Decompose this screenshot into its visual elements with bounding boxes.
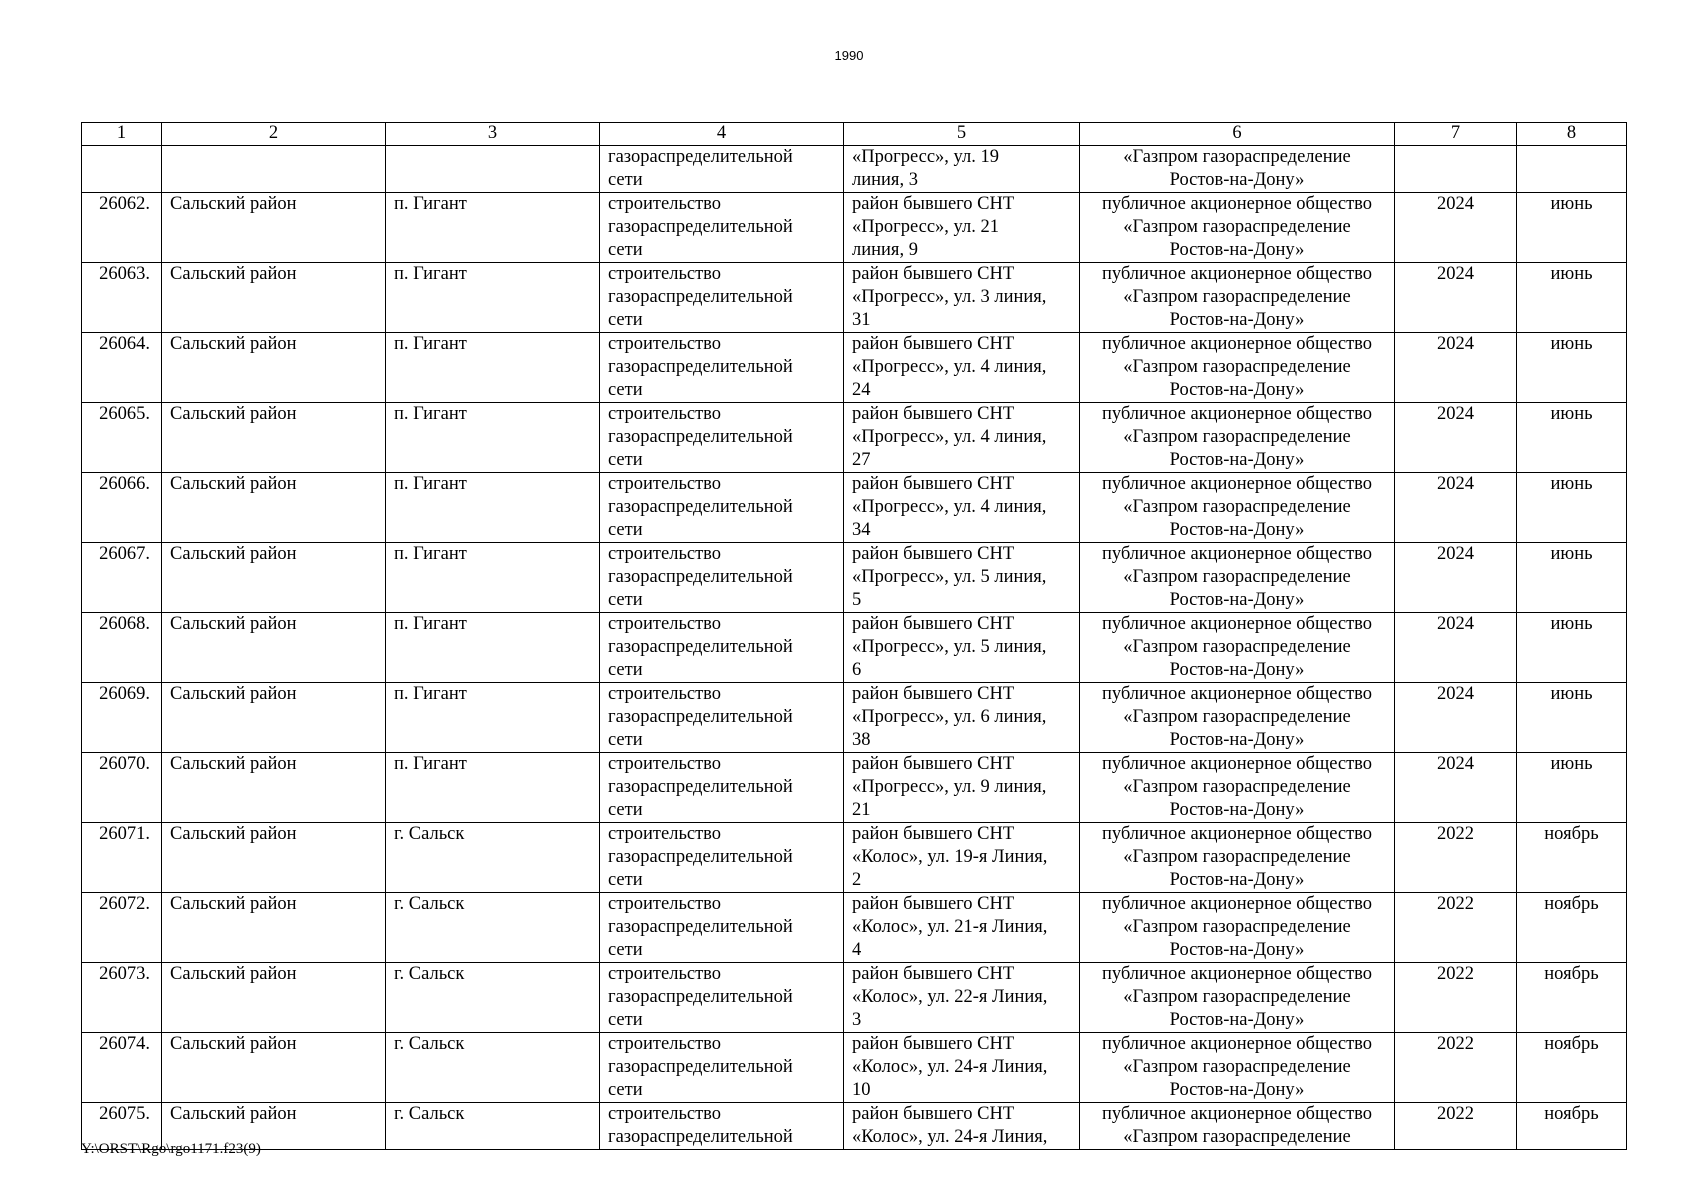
cell-line: «Газпром газораспределение (1123, 217, 1351, 237)
month-cell: июнь (1517, 473, 1627, 543)
cell-line: «Газпром газораспределение (1123, 917, 1351, 937)
cell-line: район бывшего СНТ (852, 334, 1015, 354)
cell-line: публичное акционерное общество (1101, 894, 1373, 914)
cell-line: «Колос», ул. 24-я Линия, (852, 1127, 1048, 1147)
organization-cell (1080, 893, 1395, 963)
table-row (82, 753, 1627, 823)
cell-line: строительство (608, 1104, 722, 1124)
cell-line: «Газпром газораспределение (1123, 567, 1351, 587)
cell-line: сети (608, 730, 643, 750)
year-cell: 2022 (1395, 963, 1517, 1033)
address-cell (844, 543, 1080, 613)
cell-line: газораспределительной (608, 287, 793, 307)
work-type-cell (600, 193, 844, 263)
month-cell: ноябрь (1517, 823, 1627, 893)
cell-line: «Газпром газораспределение (1123, 287, 1351, 307)
table-row (82, 193, 1627, 263)
table-row (82, 263, 1627, 333)
cell-line: Ростов-на-Дону» (1169, 730, 1305, 750)
settlement-cell: п. Гигант (386, 683, 600, 753)
cell-line: «Колос», ул. 22-я Линия, (852, 987, 1048, 1007)
work-type-cell (600, 473, 844, 543)
cell-line: газораспределительной (608, 217, 793, 237)
column-header: 3 (386, 123, 600, 146)
row-number-cell: 26073. (82, 963, 162, 1033)
district-cell: Сальский район (162, 473, 386, 543)
district-cell (162, 146, 386, 193)
settlement-cell: г. Сальск (386, 1103, 600, 1150)
work-type-cell (600, 823, 844, 893)
address-cell (844, 193, 1080, 263)
cell-line: Ростов-на-Дону» (1169, 520, 1305, 540)
organization-cell (1080, 753, 1395, 823)
work-type-cell (600, 893, 844, 963)
cell-line: район бывшего СНТ (852, 404, 1015, 424)
month-cell: июнь (1517, 263, 1627, 333)
organization-cell (1080, 1103, 1395, 1150)
year-cell: 2022 (1395, 1103, 1517, 1150)
table-row (82, 1103, 1627, 1150)
cell-line: строительство (608, 964, 722, 984)
cell-line: газораспределительной (608, 427, 793, 447)
row-number-cell: 26068. (82, 613, 162, 683)
cell-line: район бывшего СНТ (852, 1034, 1015, 1054)
row-number-cell: 26075. (82, 1103, 162, 1150)
organization-cell (1080, 333, 1395, 403)
address-cell (844, 893, 1080, 963)
cell-line: 10 (852, 1080, 871, 1100)
district-cell: Сальский район (162, 263, 386, 333)
cell-line: строительство (608, 614, 722, 634)
settlement-cell: п. Гигант (386, 613, 600, 683)
cell-line: «Колос», ул. 24-я Линия, (852, 1057, 1048, 1077)
work-type-cell (600, 333, 844, 403)
cell-line: газораспределительной (608, 1057, 793, 1077)
cell-line: газораспределительной (608, 147, 793, 167)
cell-line: линия, 3 (852, 170, 918, 190)
address-cell (844, 403, 1080, 473)
cell-line: газораспределительной (608, 777, 793, 797)
cell-line: район бывшего СНТ (852, 754, 1015, 774)
cell-line: Ростов-на-Дону» (1169, 1010, 1305, 1030)
table-row (82, 963, 1627, 1033)
organization-cell (1080, 613, 1395, 683)
cell-line: район бывшего СНТ (852, 544, 1015, 564)
district-cell: Сальский район (162, 403, 386, 473)
cell-line: «Газпром газораспределение (1123, 147, 1351, 167)
cell-line: строительство (608, 1034, 722, 1054)
cell-line: «Прогресс», ул. 19 (852, 147, 999, 167)
cell-line: 38 (852, 730, 871, 750)
cell-line: «Прогресс», ул. 4 линия, (852, 427, 1047, 447)
cell-line: «Газпром газораспределение (1123, 357, 1351, 377)
cell-line: газораспределительной (608, 917, 793, 937)
cell-line: «Газпром газораспределение (1123, 707, 1351, 727)
row-number-cell: 26070. (82, 753, 162, 823)
settlement-cell: п. Гигант (386, 403, 600, 473)
address-cell (844, 146, 1080, 193)
cell-line: 5 (852, 590, 862, 610)
row-number-cell: 26063. (82, 263, 162, 333)
column-number-row (82, 123, 1627, 146)
month-cell (1517, 146, 1627, 193)
column-header: 2 (162, 123, 386, 146)
cell-line: строительство (608, 334, 722, 354)
address-cell (844, 333, 1080, 403)
column-header: 7 (1395, 123, 1517, 146)
year-cell (1395, 146, 1517, 193)
settlement-cell: г. Сальск (386, 823, 600, 893)
row-number-cell: 26066. (82, 473, 162, 543)
cell-line: строительство (608, 264, 722, 284)
column-header: 8 (1517, 123, 1627, 146)
cell-line: публичное акционерное общество (1101, 544, 1373, 564)
month-cell: ноябрь (1517, 1033, 1627, 1103)
cell-line: район бывшего СНТ (852, 264, 1015, 284)
cell-line: «Газпром газораспределение (1123, 777, 1351, 797)
cell-line: сети (608, 380, 643, 400)
row-number-cell: 26072. (82, 893, 162, 963)
cell-line: сети (608, 240, 643, 260)
district-cell: Сальский район (162, 963, 386, 1033)
cell-line: «Прогресс», ул. 5 линия, (852, 567, 1047, 587)
column-header: 4 (600, 123, 844, 146)
cell-line: сети (608, 870, 643, 890)
cell-line: район бывшего СНТ (852, 194, 1015, 214)
cell-line: линия, 9 (852, 240, 918, 260)
row-number-cell: 26065. (82, 403, 162, 473)
cell-line: строительство (608, 544, 722, 564)
file-path-footer: Y:\ORST\Rgo\rgo1171.f23(9) (81, 1141, 261, 1157)
cell-line: Ростов-на-Дону» (1169, 380, 1305, 400)
district-cell: Сальский район (162, 333, 386, 403)
row-number-cell: 26069. (82, 683, 162, 753)
settlement-cell: п. Гигант (386, 543, 600, 613)
table-row (82, 1033, 1627, 1103)
year-cell: 2022 (1395, 1033, 1517, 1103)
cell-line: Ростов-на-Дону» (1169, 590, 1305, 610)
cell-line: публичное акционерное общество (1101, 754, 1373, 774)
month-cell: июнь (1517, 193, 1627, 263)
row-number-cell (82, 146, 162, 193)
settlement-cell: п. Гигант (386, 753, 600, 823)
cell-line: строительство (608, 194, 722, 214)
cell-line: газораспределительной (608, 1127, 793, 1147)
organization-cell (1080, 146, 1395, 193)
cell-line: район бывшего СНТ (852, 474, 1015, 494)
cell-line: газораспределительной (608, 987, 793, 1007)
address-cell (844, 1033, 1080, 1103)
month-cell: июнь (1517, 333, 1627, 403)
work-type-cell (600, 403, 844, 473)
cell-line: «Прогресс», ул. 21 (852, 217, 999, 237)
address-cell (844, 613, 1080, 683)
cell-line: публичное акционерное общество (1101, 684, 1373, 704)
organization-cell (1080, 263, 1395, 333)
cell-line: «Прогресс», ул. 6 линия, (852, 707, 1047, 727)
row-number-cell: 26064. (82, 333, 162, 403)
cell-line: «Прогресс», ул. 4 линия, (852, 357, 1047, 377)
cell-line: газораспределительной (608, 637, 793, 657)
column-header: 6 (1080, 123, 1395, 146)
organization-cell (1080, 193, 1395, 263)
year-cell: 2022 (1395, 823, 1517, 893)
cell-line: район бывшего СНТ (852, 684, 1015, 704)
cell-line: сети (608, 800, 643, 820)
year-cell: 2024 (1395, 613, 1517, 683)
cell-line: «Газпром газораспределение (1123, 1127, 1351, 1147)
cell-line: газораспределительной (608, 707, 793, 727)
year-cell: 2024 (1395, 333, 1517, 403)
work-type-cell (600, 263, 844, 333)
cell-line: район бывшего СНТ (852, 964, 1015, 984)
address-cell (844, 473, 1080, 543)
row-number-cell: 26067. (82, 543, 162, 613)
cell-line: район бывшего СНТ (852, 614, 1015, 634)
table-row (82, 683, 1627, 753)
address-cell (844, 1103, 1080, 1150)
work-type-cell (600, 683, 844, 753)
cell-line: «Колос», ул. 21-я Линия, (852, 917, 1048, 937)
column-header: 1 (82, 123, 162, 146)
district-cell: Сальский район (162, 823, 386, 893)
cell-line: 24 (852, 380, 871, 400)
year-cell: 2024 (1395, 473, 1517, 543)
cell-line: публичное акционерное общество (1101, 1104, 1373, 1124)
cell-line: строительство (608, 754, 722, 774)
district-cell: Сальский район (162, 193, 386, 263)
cell-line: Ростов-на-Дону» (1169, 940, 1305, 960)
table-row (82, 146, 1627, 193)
district-cell: Сальский район (162, 683, 386, 753)
cell-line: публичное акционерное общество (1101, 194, 1373, 214)
table-row (82, 613, 1627, 683)
year-cell: 2024 (1395, 193, 1517, 263)
organization-cell (1080, 1033, 1395, 1103)
cell-line: публичное акционерное общество (1101, 824, 1373, 844)
page-number: 1990 (834, 48, 864, 63)
cell-line: 34 (852, 520, 871, 540)
address-cell (844, 683, 1080, 753)
row-number-cell: 26071. (82, 823, 162, 893)
month-cell: июнь (1517, 403, 1627, 473)
cell-line: газораспределительной (608, 497, 793, 517)
organization-cell (1080, 403, 1395, 473)
address-cell (844, 263, 1080, 333)
cell-line: сети (608, 940, 643, 960)
work-type-cell (600, 1103, 844, 1150)
cell-line: Ростов-на-Дону» (1169, 310, 1305, 330)
year-cell: 2022 (1395, 893, 1517, 963)
cell-line: 3 (852, 1010, 862, 1030)
cell-line: публичное акционерное общество (1101, 1034, 1373, 1054)
settlement-cell: п. Гигант (386, 333, 600, 403)
month-cell: июнь (1517, 543, 1627, 613)
table-row (82, 893, 1627, 963)
work-type-cell (600, 1033, 844, 1103)
cell-line: район бывшего СНТ (852, 824, 1015, 844)
cell-line: Ростов-на-Дону» (1169, 240, 1305, 260)
year-cell: 2024 (1395, 683, 1517, 753)
table-row (82, 473, 1627, 543)
cell-line: публичное акционерное общество (1101, 334, 1373, 354)
cell-line: строительство (608, 894, 722, 914)
settlement-cell: г. Сальск (386, 1033, 600, 1103)
cell-line: 2 (852, 870, 862, 890)
cell-line: публичное акционерное общество (1101, 264, 1373, 284)
cell-line: «Прогресс», ул. 9 линия, (852, 777, 1047, 797)
cell-line: Ростов-на-Дону» (1169, 870, 1305, 890)
cell-line: Ростов-на-Дону» (1169, 170, 1305, 190)
organization-cell (1080, 963, 1395, 1033)
table-body (82, 146, 1627, 1150)
cell-line: «Газпром газораспределение (1123, 847, 1351, 867)
cell-line: Ростов-на-Дону» (1169, 1080, 1305, 1100)
row-number-cell: 26074. (82, 1033, 162, 1103)
year-cell: 2024 (1395, 543, 1517, 613)
cell-line: строительство (608, 404, 722, 424)
cell-line: сети (608, 1080, 643, 1100)
year-cell: 2024 (1395, 753, 1517, 823)
cell-line: «Прогресс», ул. 4 линия, (852, 497, 1047, 517)
cell-line: «Колос», ул. 19-я Линия, (852, 847, 1048, 867)
cell-line: район бывшего СНТ (852, 894, 1015, 914)
work-type-cell (600, 613, 844, 683)
cell-line: «Газпром газораспределение (1123, 987, 1351, 1007)
cell-line: газораспределительной (608, 567, 793, 587)
work-type-cell (600, 146, 844, 193)
address-cell (844, 823, 1080, 893)
cell-line: публичное акционерное общество (1101, 614, 1373, 634)
work-type-cell (600, 753, 844, 823)
cell-line: «Газпром газораспределение (1123, 637, 1351, 657)
month-cell: июнь (1517, 753, 1627, 823)
district-cell: Сальский район (162, 753, 386, 823)
cell-line: строительство (608, 684, 722, 704)
cell-line: сети (608, 590, 643, 610)
cell-line: «Газпром газораспределение (1123, 1057, 1351, 1077)
column-header: 5 (844, 123, 1080, 146)
month-cell: ноябрь (1517, 963, 1627, 1033)
work-type-cell (600, 963, 844, 1033)
cell-line: сети (608, 1010, 643, 1030)
month-cell: ноябрь (1517, 893, 1627, 963)
year-cell: 2024 (1395, 403, 1517, 473)
settlement-cell: г. Сальск (386, 893, 600, 963)
cell-line: строительство (608, 474, 722, 494)
settlement-cell: п. Гигант (386, 473, 600, 543)
cell-line: 31 (852, 310, 871, 330)
table-row (82, 333, 1627, 403)
cell-line: 4 (852, 940, 862, 960)
cell-line: строительство (608, 824, 722, 844)
district-cell: Сальский район (162, 1033, 386, 1103)
settlement-cell: п. Гигант (386, 263, 600, 333)
settlement-cell (386, 146, 600, 193)
cell-line: 21 (852, 800, 871, 820)
table-header (82, 123, 1627, 146)
settlement-cell: п. Гигант (386, 193, 600, 263)
month-cell: июнь (1517, 683, 1627, 753)
table-row (82, 403, 1627, 473)
cell-line: 6 (852, 660, 862, 680)
district-cell: Сальский район (162, 893, 386, 963)
cell-line: публичное акционерное общество (1101, 964, 1373, 984)
cell-line: сети (608, 660, 643, 680)
address-cell (844, 753, 1080, 823)
cell-line: Ростов-на-Дону» (1169, 450, 1305, 470)
district-cell: Сальский район (162, 543, 386, 613)
row-number-cell: 26062. (82, 193, 162, 263)
table-row (82, 543, 1627, 613)
year-cell: 2024 (1395, 263, 1517, 333)
month-cell: ноябрь (1517, 1103, 1627, 1150)
settlement-cell: г. Сальск (386, 963, 600, 1033)
cell-line: Ростов-на-Дону» (1169, 660, 1305, 680)
cell-line: сети (608, 310, 643, 330)
cell-line: «Газпром газораспределение (1123, 427, 1351, 447)
table-row (82, 823, 1627, 893)
organization-cell (1080, 823, 1395, 893)
cell-line: район бывшего СНТ (852, 1104, 1015, 1124)
cell-line: публичное акционерное общество (1101, 474, 1373, 494)
address-cell (844, 963, 1080, 1033)
cell-line: газораспределительной (608, 847, 793, 867)
organization-cell (1080, 683, 1395, 753)
cell-line: сети (608, 450, 643, 470)
cell-line: газораспределительной (608, 357, 793, 377)
organization-cell (1080, 543, 1395, 613)
document-table (81, 122, 1627, 1150)
district-cell: Сальский район (162, 1103, 386, 1150)
month-cell: июнь (1517, 613, 1627, 683)
organization-cell (1080, 473, 1395, 543)
cell-line: Ростов-на-Дону» (1169, 800, 1305, 820)
district-cell: Сальский район (162, 613, 386, 683)
work-type-cell (600, 543, 844, 613)
cell-line: сети (608, 170, 643, 190)
cell-line: публичное акционерное общество (1101, 404, 1373, 424)
cell-line: «Газпром газораспределение (1123, 497, 1351, 517)
cell-line: «Прогресс», ул. 5 линия, (852, 637, 1047, 657)
cell-line: сети (608, 520, 643, 540)
cell-line: «Прогресс», ул. 3 линия, (852, 287, 1047, 307)
cell-line: 27 (852, 450, 871, 470)
